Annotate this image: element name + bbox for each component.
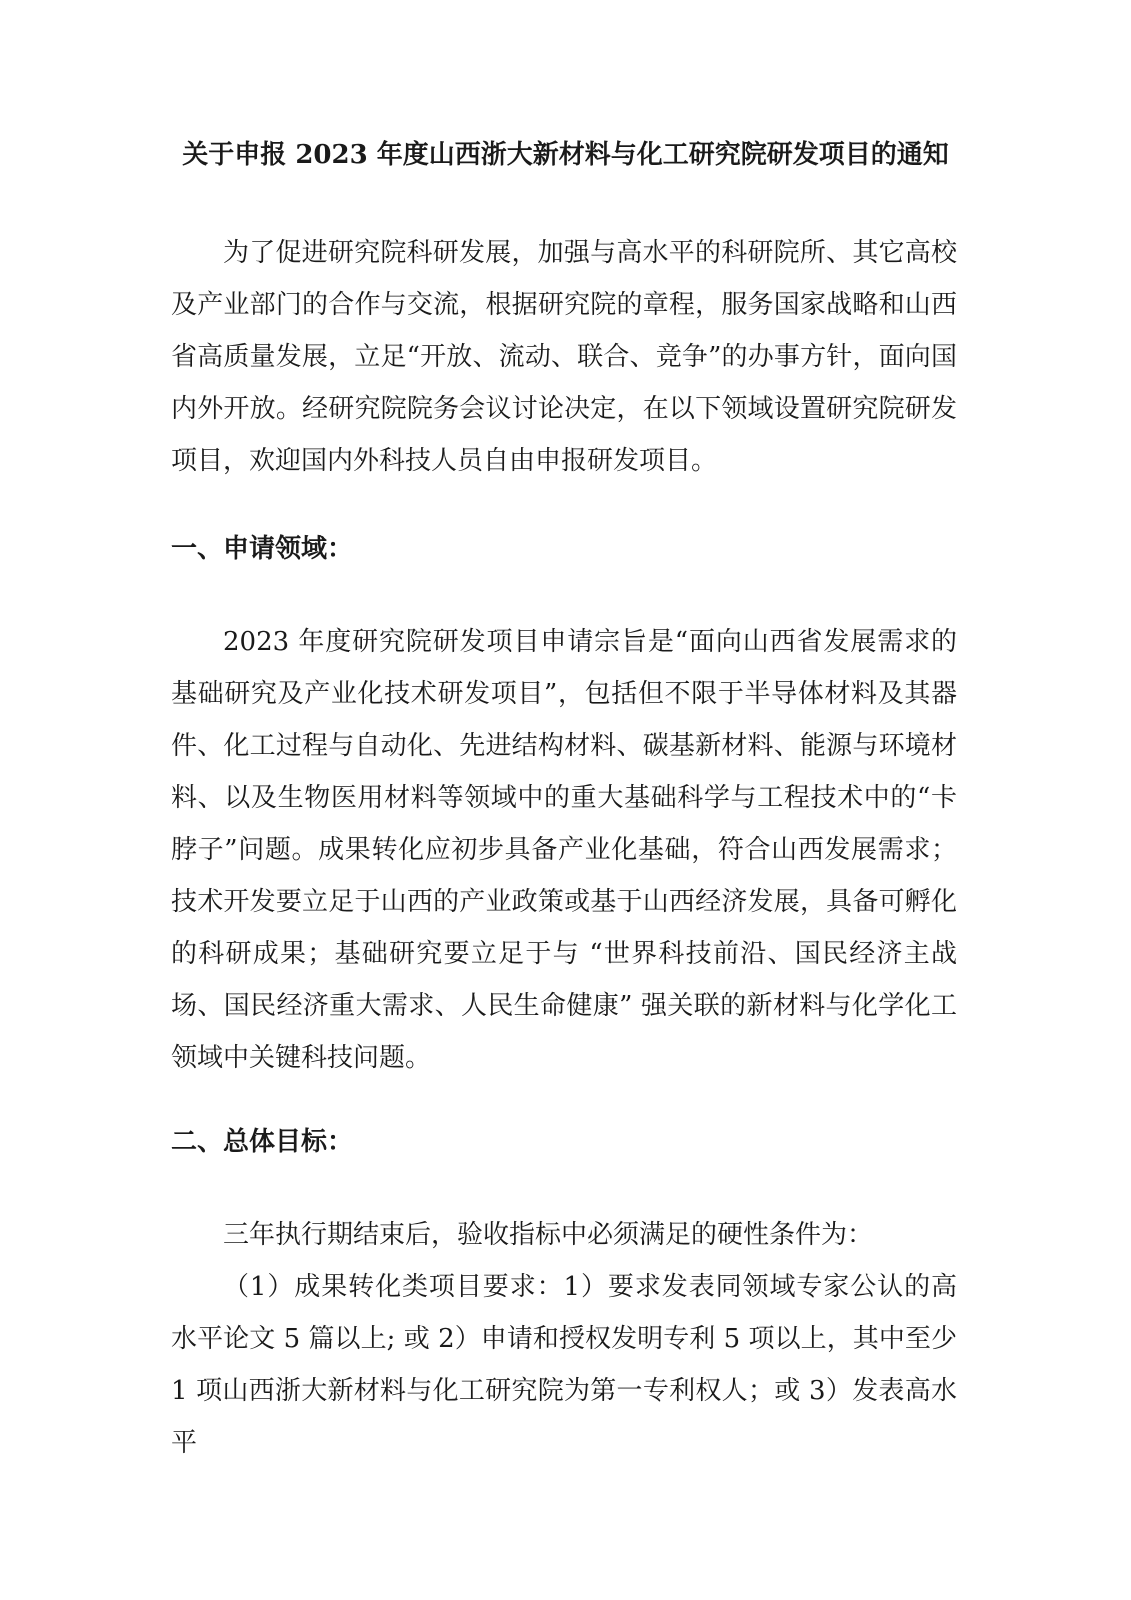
section-paragraph-application-fields: 2023 年度研究院研发项目申请宗旨是“面向山西省发展需求的基础研究及产业化技术研发项目”，包括但不限于半导体材料及其器件、化工过程与自动化、先进结构材料、碳基新材料、能源与环境材料、以及生物医用材料等领域中的重大基础科学与工程技术中的“卡脖子”问题。成果转化应初步具备产业化基础，符合山西发展需求；技术开发要立足于山西的产业政策或基于山西经济发展，具备可孵化的科研成果；基础研究要立足于与 “世界科技前沿、国民经济主战场、国民经济重大需求、人民生命健康” 强关联的新材料与化学化工领域中关键科技问题。 xyxy=(171,627,957,1073)
section-heading-overall-goals: 二、总体目标： xyxy=(171,1127,354,1157)
section-paragraph-overall-goals-item-1: （1）成果转化类项目要求：1）要求发表同领域专家公认的高水平论文 5 篇以上; 或 2）申请和授权发明专利 5 项以上，其中至少 1 项山西浙大新材料与化工研究院为第一专利权人；或 3）发表高水平 xyxy=(171,1272,957,1458)
document-title: 关于申报 2023 年度山西浙大新材料与化工研究院研发项目的通知 xyxy=(182,140,949,170)
section-paragraph-overall-goals-intro: 三年执行期结束后，验收指标中必须满足的硬性条件为： xyxy=(223,1220,874,1250)
section-heading-application-fields: 一、申请领域： xyxy=(171,534,354,564)
intro-paragraph: 为了促进研究院科研发展，加强与高水平的科研院所、其它高校及产业部门的合作与交流，根据研究院的章程，服务国家战略和山西省高质量发展，立足“开放、流动、联合、竞争”的办事方针，面向国内外开放。经研究院院务会议讨论决定，在以下领域设置研究院研发项目，欢迎国内外科技人员自由申报研发项目。 xyxy=(171,238,957,476)
